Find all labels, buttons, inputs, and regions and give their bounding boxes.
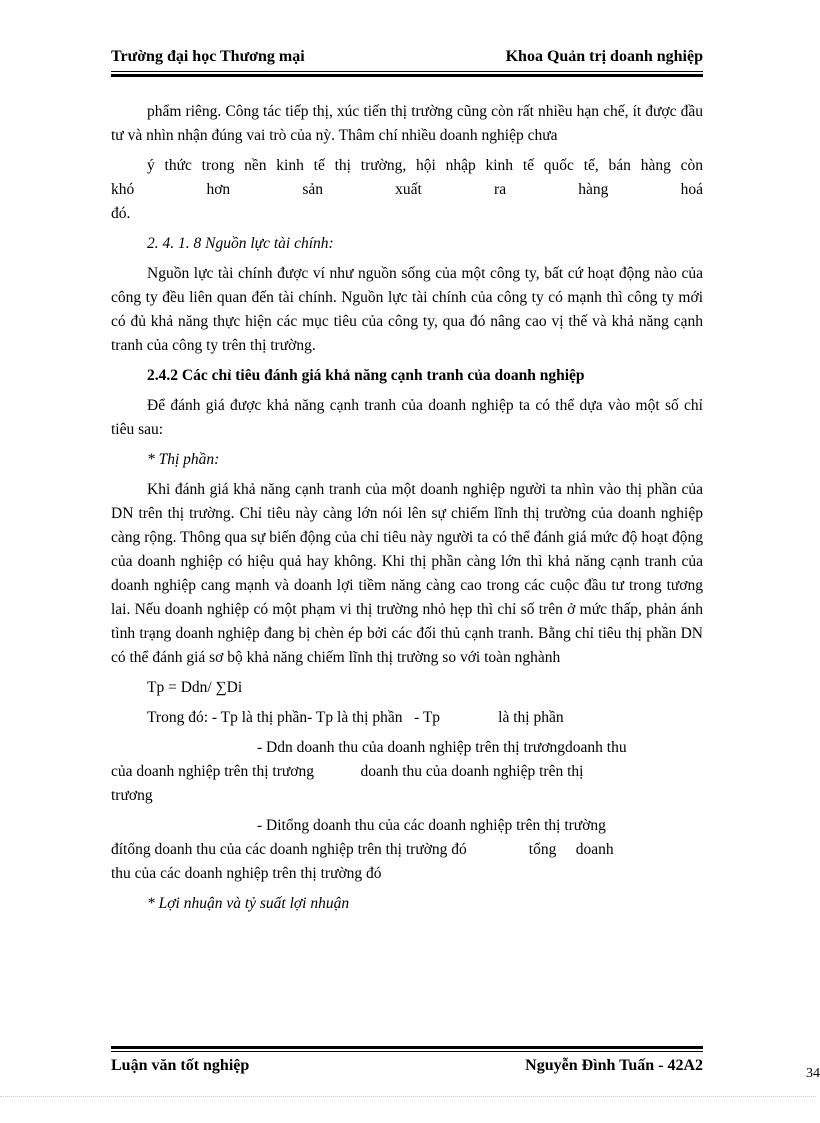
item-market-share: * Thị phần: xyxy=(147,451,220,468)
formula-market-share: Tp = Ddn/ ∑Di xyxy=(147,679,243,696)
header-faculty: Khoa Quản trị doanh nghiệp xyxy=(505,48,703,65)
paragraph-awareness-line1: ý thức trong nền kinh tế thị trường, hội nhập kinh tế quốc tế, bán hàng còn xyxy=(147,157,703,174)
definition-di-line2: đítổng doanh thu của các doanh nghiệp trên thị trường đó tổng doanh xyxy=(111,841,614,858)
paragraph-awareness-line2: khó hơn sản xuất ra hàng hoá đó. xyxy=(111,181,703,222)
page-body xyxy=(111,100,703,922)
header-rule-thick xyxy=(111,74,703,78)
section-heading-indicators: 2.4.2 Các chỉ tiêu đánh giá khả năng cạnh tranh của doanh nghiệp xyxy=(147,367,585,384)
header-rule-thin xyxy=(111,71,703,73)
definition-ddn-line1: - Ddn doanh thu của doanh nghiệp trên thị trươngdoanh thu xyxy=(257,739,627,756)
page-number: 34 xyxy=(806,1066,820,1081)
definition-ddn-line2: của doanh nghiệp trên thị trương doanh thu của doanh nghiệp trên thị xyxy=(111,763,584,780)
footer-thesis-label: Luận văn tốt nghiệp xyxy=(111,1057,250,1074)
footer-author: Nguyễn Đình Tuấn - 42A2 xyxy=(525,1057,703,1074)
footer-rule-thick xyxy=(111,1046,703,1050)
item-profit: * Lợi nhuận và tỷ suất lợi nhuận xyxy=(147,895,350,912)
definition-di-line1: - Ditổng doanh thu của các doanh nghiệp trên thị trường xyxy=(257,817,606,834)
footer-rule-thin xyxy=(111,1051,703,1053)
paragraph-market-share: Khi đánh giá khả năng cạnh tranh của một doanh nghiệp người ta nhìn vào thị phần của DN trên thị trường. Chỉ tiêu này càng lớn nói lên sự chiếm lĩnh thị trường của doanh nghiệp càng rộng. Thông qua sự biến động của chỉ tiêu này người ta có thể đánh giá mức độ hoạt động của doanh nghiệp có hiệu quả hay không. Khi thị phần càng lớn thì khả năng cạnh tranh của doanh nghiệp cang mạnh và doanh lợi tiềm năng càng cao trong các cuộc đầu tư trong tương lai. Nếu doanh nghiệp có một phạm vi thị trường nhỏ hẹp thì chỉ số trên ở mức thấp, phản ánh tình trạng doanh nghiệp đang bị chèn ép bởi các đối thủ cạnh tranh. Bằng chỉ tiêu thị phần DN có thể đánh giá sơ bộ khả năng chiếm lĩnh thị trường so với toàn nghành xyxy=(111,481,703,666)
page-header xyxy=(111,48,703,70)
page-footer xyxy=(111,1057,703,1079)
paragraph-finance: Nguồn lực tài chính được ví như nguồn sống của một công ty, bất cứ hoạt động nào của công ty đều liên quan đến tài chính. Nguồn lực tài chính của công ty có mạnh thì công ty mới có đủ khả năng thực hiện các mục tiêu của công ty, qua đó nâng cao vị thế và khả năng cạnh tranh của công ty trên thị trường. xyxy=(111,265,703,354)
page-bottom-dotted-line xyxy=(0,1096,816,1098)
definition-di-line3: thu của các doanh nghiệp trên thị trường đó xyxy=(111,865,382,882)
paragraph-marketing: phẩm riêng. Công tác tiếp thị, xúc tiến thị trường cũng còn rất nhiều hạn chế, ít được đầu tư và nhìn nhận đúng vai trò của nỳ. Thâm chí nhiều doanh nghiệp chưa xyxy=(111,103,703,144)
definition-ddn-line3: trương xyxy=(111,787,153,804)
formula-where-line: Trong đó: - Tp là thị phần- Tp là thị phần - Tp là thị phần xyxy=(147,709,564,726)
subsection-heading-finance: 2. 4. 1. 8 Nguồn lực tài chính: xyxy=(147,235,334,252)
header-university: Trường đại học Thương mại xyxy=(111,48,305,65)
paragraph-indicators-intro: Để đánh giá được khả năng cạnh tranh của doanh nghiệp ta có thể dựa vào một số chỉ tiêu sau: xyxy=(111,397,703,438)
